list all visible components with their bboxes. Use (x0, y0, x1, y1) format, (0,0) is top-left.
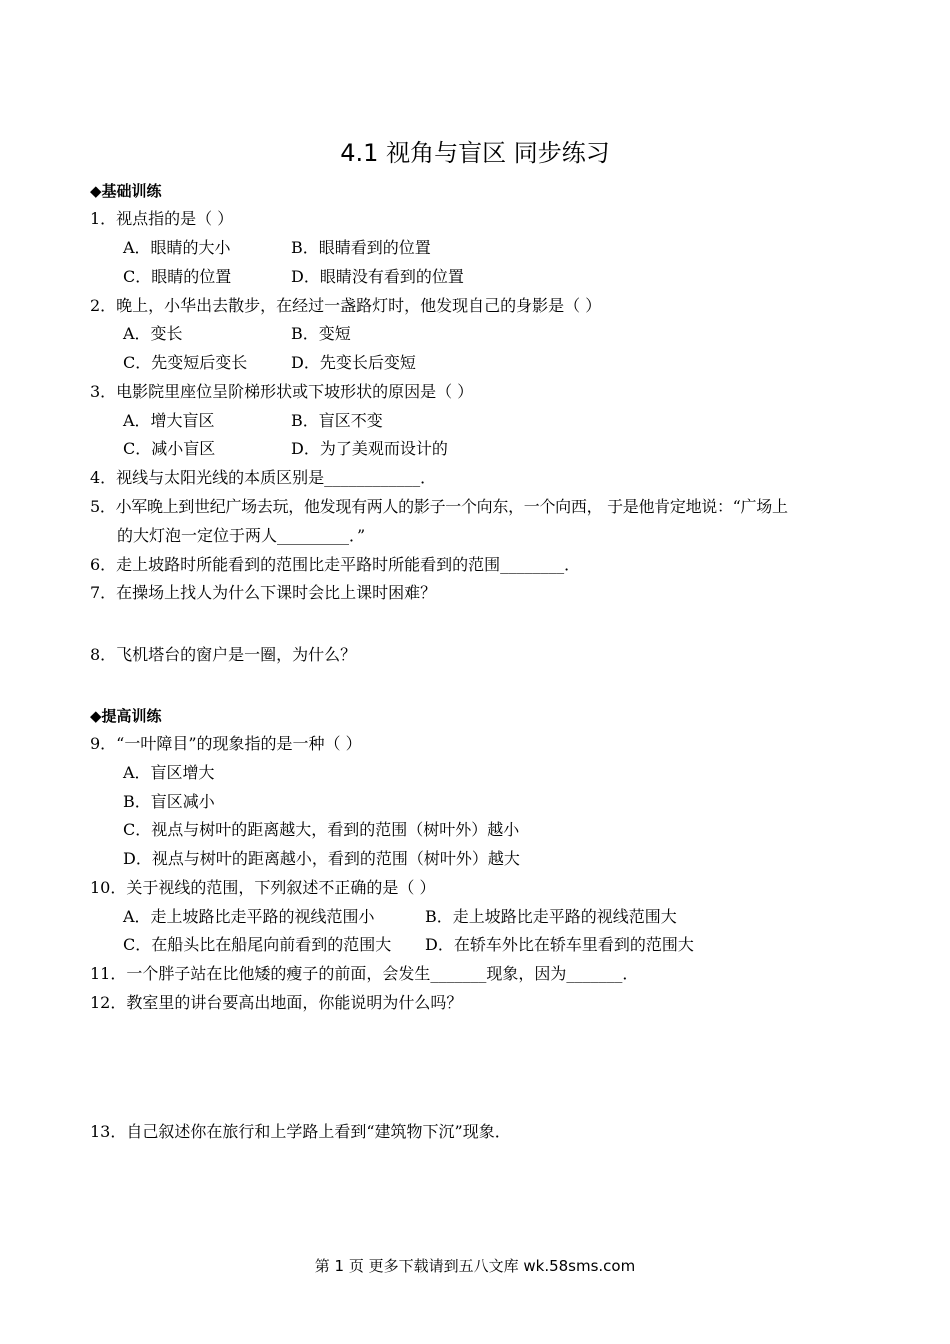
question-4: 4．视线与太阳光线的本质区别是____________． (90, 468, 437, 487)
question-10-option-d: D．在轿车外比在轿车里看到的范围大 (425, 935, 694, 954)
question-9-option-a: A．盲区增大 (123, 763, 215, 782)
question-10-option-b: B．走上坡路比走平路的视线范围大 (425, 907, 677, 926)
question-5-line-1: 5．小军晚上到世纪广场去玩，他发现有两人的影子一个向东，一个向西， 于是他肯定地说：“广场上 (90, 497, 788, 516)
question-7: 7．在操场上找人为什么下课时会比上课时困难？ (90, 583, 437, 602)
question-12: 12．教室里的讲台要高出地面，你能说明为什么吗？ (90, 993, 463, 1012)
question-11: 11．一个胖子站在比他矮的瘦子的前面，会发生_______现象，因为_______． (90, 964, 639, 983)
question-1-option-a: A．眼睛的大小 (123, 238, 231, 257)
question-9-option-c: C．视点与树叶的距离越大，看到的范围（树叶外）越小 (123, 820, 520, 839)
question-10-stem: 10．关于视线的范围，下列叙述不正确的是（ ） (90, 878, 436, 897)
question-1-stem: 1．视点指的是（ ） (90, 209, 234, 228)
question-9-option-b: B．盲区减小 (123, 792, 215, 811)
question-3-option-a: A．增大盲区 (123, 411, 215, 430)
section-heading-advanced: ◆提高训练 (90, 707, 162, 725)
section-heading-basic: ◆基础训练 (90, 182, 162, 200)
question-13: 13．自己叙述你在旅行和上学路上看到“建筑物下沉”现象． (90, 1122, 511, 1141)
question-10-option-c: C．在船头比在船尾向前看到的范围大 (123, 935, 392, 954)
question-9-option-d: D．视点与树叶的距离越小，看到的范围（树叶外）越大 (123, 849, 520, 868)
page-title: 4.1 视角与盲区 同步练习 (340, 139, 610, 167)
question-6: 6．走上坡路时所能看到的范围比走平路时所能看到的范围________． (90, 555, 581, 574)
question-3-option-c: C．减小盲区 (123, 439, 216, 458)
question-2-stem: 2．晚上，小华出去散步，在经过一盏路灯时，他发现自己的身影是（ ） (90, 296, 602, 315)
question-8: 8．飞机塔台的窗户是一圈，为什么？ (90, 645, 357, 664)
question-10-option-a: A．走上坡路比走平路的视线范围小 (123, 907, 375, 926)
question-2-option-a: A．变长 (123, 324, 183, 343)
question-9-stem: 9．“一叶障目”的现象指的是一种（ ） (90, 734, 362, 753)
question-2-option-d: D．先变长后变短 (291, 353, 416, 372)
question-1-option-b: B．眼睛看到的位置 (291, 238, 431, 257)
page-footer: 第 1 页 更多下载请到五八文库 wk.58sms.com (314, 1257, 636, 1275)
question-3-option-b: B．盲区不变 (291, 411, 383, 430)
question-3-option-d: D．为了美观而设计的 (291, 439, 448, 458)
question-2-option-b: B．变短 (291, 324, 351, 343)
question-2-option-c: C．先变短后变长 (123, 353, 248, 372)
question-3-stem: 3．电影院里座位呈阶梯形状或下坡形状的原因是（ ） (90, 382, 474, 401)
question-5-line-2: 的大灯泡一定位于两人_________．” (117, 526, 366, 545)
question-1-option-c: C．眼睛的位置 (123, 267, 232, 286)
question-1-option-d: D．眼睛没有看到的位置 (291, 267, 464, 286)
